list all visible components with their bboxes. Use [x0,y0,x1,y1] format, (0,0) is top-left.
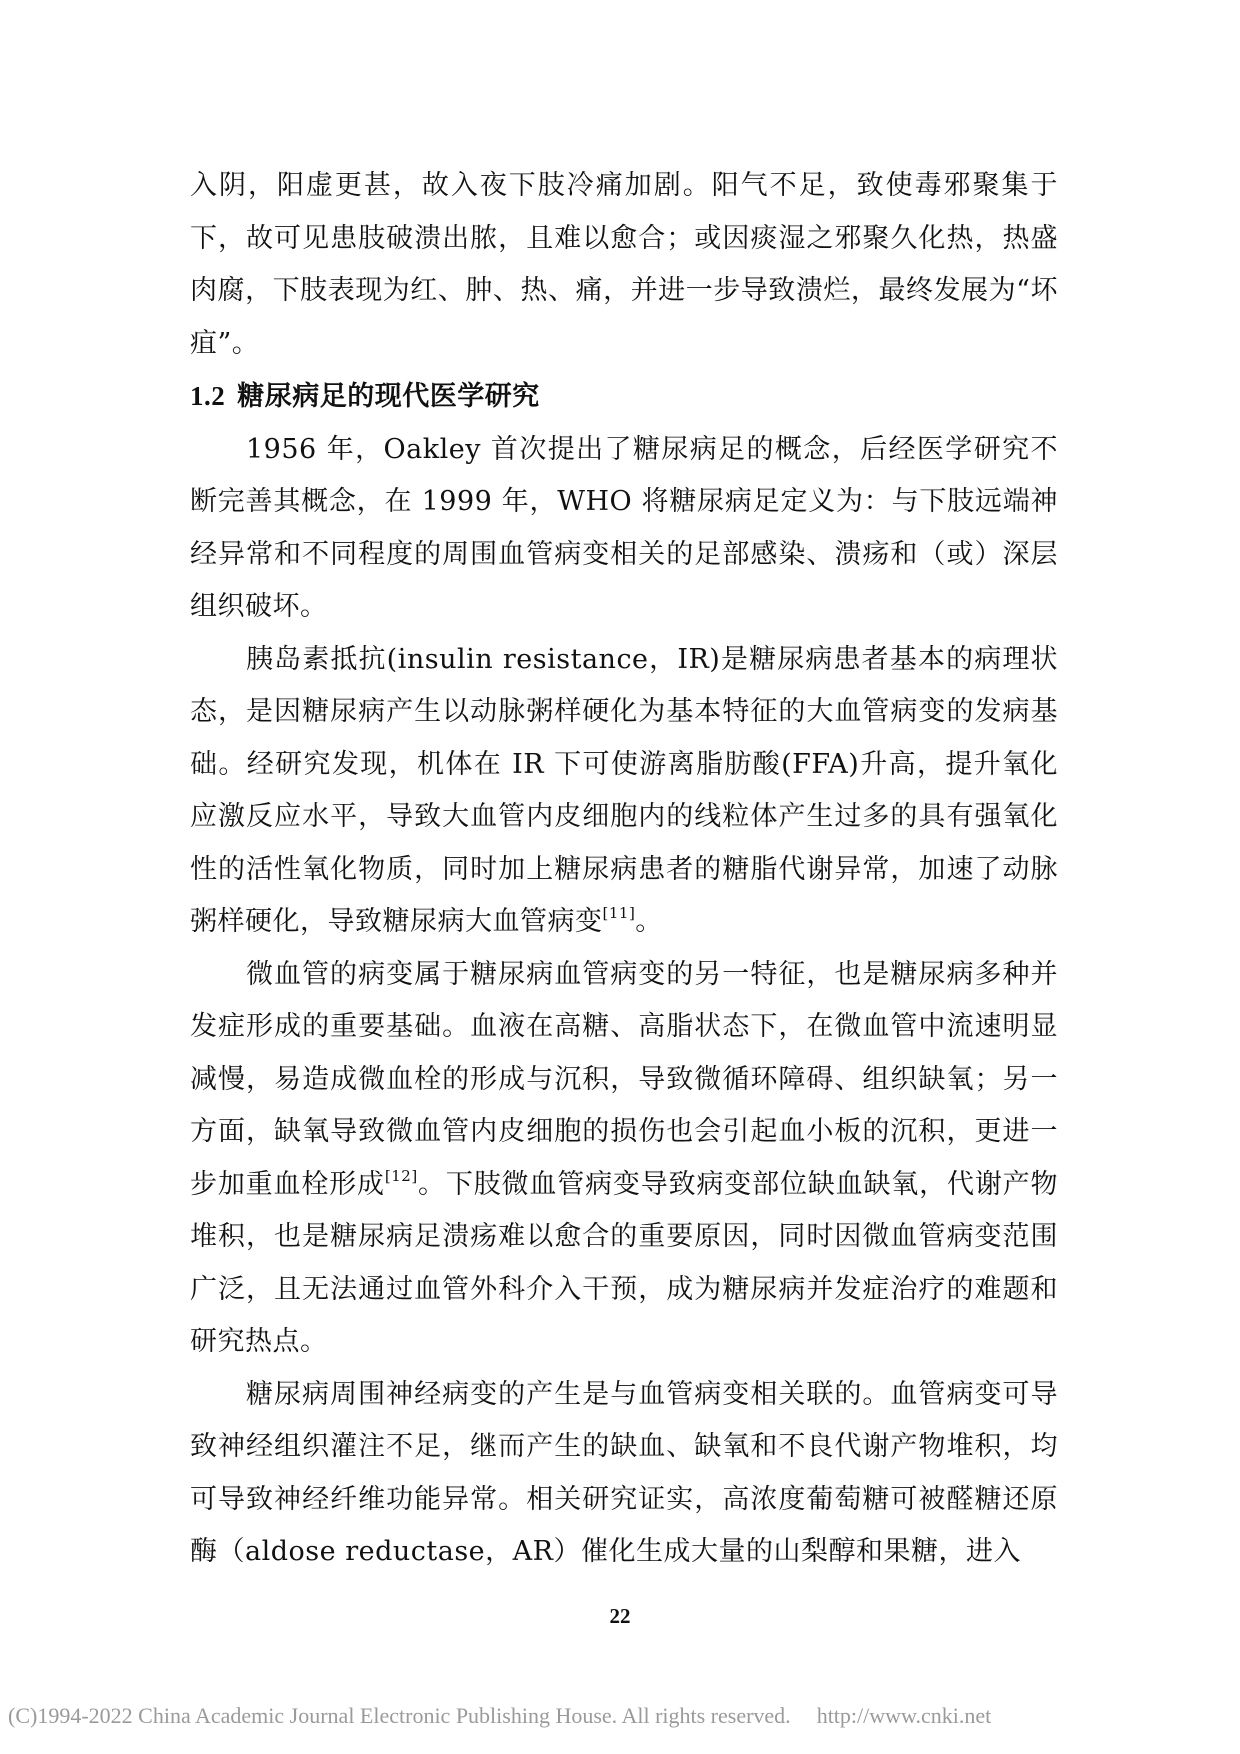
paragraph-definition: 1956 年，Oakley 首次提出了糖尿病足的概念，后经医学研究不断完善其概念，在 1999 年，WHO 将糖尿病足定义为：与下肢远端神经异常和不同程度的周围血管病变相关的足部感染、溃疡和（或）深层组织破坏。 [190,433,1058,622]
body-text [190,160,1058,1579]
paragraph-text: 胰岛素抵抗(insulin resistance，IR)是糖尿病患者基本的病理状态，是因糖尿病产生以动脉粥样硬化为基本特征的大血管病变的发病基础。经研究发现，机体在 IR 下可使游离脂肪酸(FFA)升高，提升氧化应激反应水平，导致大血管内皮细胞内的线粒体产生过多的具有强氧化性的活性氧化物质，同时加上糖尿病患者的糖脂代谢异常，加速了动脉粥样硬化，导致糖尿病大血管病变 [190,643,1058,937]
paragraph-text-continued: 。下肢微血管病变导致病变部位缺血缺氧，代谢产物堆积，也是糖尿病足溃疡难以愈合的重要原因，同时因微血管病变范围广泛，且无法通过血管外科介入干预，成为糖尿病并发症治疗的难题和研究热点。 [190,1168,1059,1357]
paragraph-continuation: 入阴，阳虚更甚，故入夜下肢冷痛加剧。阳气不足，致使毒邪聚集于下，故可见患肢破溃出脓，且难以愈合；或因痰湿之邪聚久化热，热盛肉腐，下肢表现为红、肿、热、痛，并进一步导致溃烂，最终发展为“坏疽”。 [190,170,1058,359]
citation-12: [12] [384,1166,418,1185]
copyright-text: (C)1994-2022 China Academic Journal Electronic Publishing House. All rights reserved. [8,1703,791,1728]
paragraph-neuropathy: 糖尿病周围神经病变的产生是与血管病变相关联的。血管病变可导致神经组织灌注不足，继而产生的缺血、缺氧和不良代谢产物堆积，均可导致神经纤维功能异常。相关研究证实，高浓度葡萄糖可被醛糖还原酶（aldose reductase，AR）催化生成大量的山梨醇和果糖，进入 [190,1378,1058,1567]
section-title: 糖尿病足的现代医学研究 [237,381,540,412]
page-number: 22 [609,1604,631,1628]
paragraph-insulin-resistance [190,634,1058,949]
paragraph-microvascular [190,949,1058,1369]
citation-11: [11] [602,904,636,922]
footer-url-link[interactable]: http://www.cnki.net [816,1703,992,1728]
paragraph-tail: 。 [635,906,663,937]
copyright-footer [8,1703,1228,1729]
section-number: 1.2 [190,381,226,411]
paragraph-text: 微血管的病变属于糖尿病血管病变的另一特征，也是糖尿病多种并发症形成的重要基础。血液在高糖、高脂状态下，在微血管中流速明显减慢，易造成微血栓的形成与沉积，导致微循环障碍、组织缺氧；另一方面，缺氧导致微血管内皮细胞的损伤也会引起血小板的沉积，更进一步加重血栓形成 [190,958,1058,1200]
section-heading [190,370,1058,424]
